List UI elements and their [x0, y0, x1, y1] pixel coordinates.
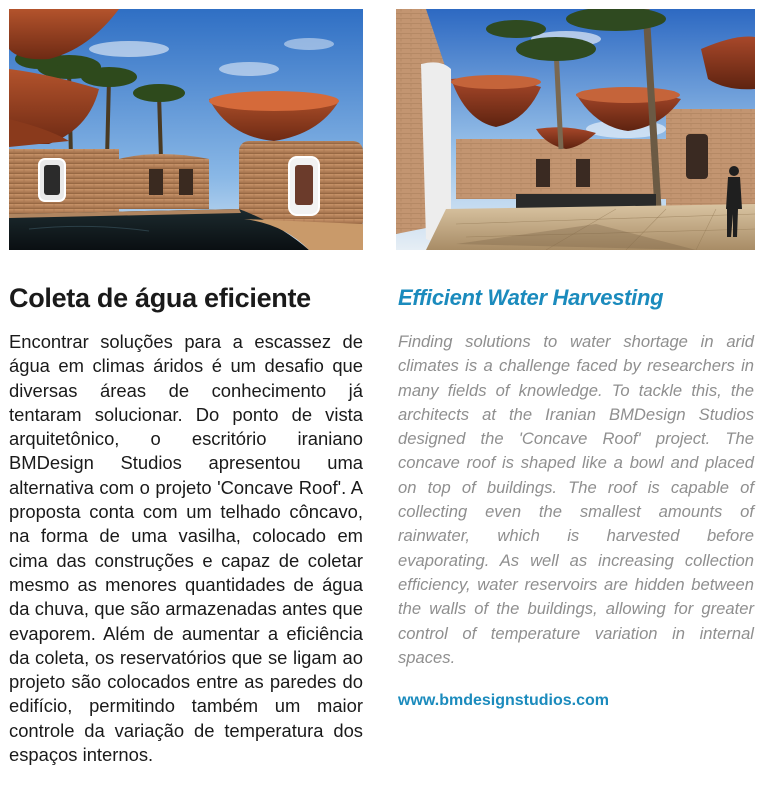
article-body-en: Finding solutions to water shortage in arid climates is a challenge faced by researchers in many fields of knowledge. To tackle this, the architects at the Iranian BMDesign Studios designed the 'Concave Roof' project. The concave roof is shaped like a bowl and placed on top of buildings. The roof is capable of collecting even the smallest amounts of rainwater, which is harvested before evaporating. As well as increasing collection efficiency, water reservoirs are hidden between the walls of the buildings, allowing for greater control of temperature variation in internal spaces.	[398, 332, 754, 667]
article-body-pt: Encontrar soluções para a escassez de água em climas áridos é um desafio que diversas áreas de conhecimento já tentaram solucionar. Do ponto de vista arquitetônico, o escritório iraniano BMDesign Studios apresentou uma alternativa com o projeto 'Concave Roof'. A proposta conta com um telhado côncavo, na forma de uma vasilha, colocado em cima das construções e capaz de coletar mesmo as menores quantidades de água da chuva, que são armazenadas antes que evaporem. Além de aumentar a eficiência da coleta, os reservatórios que se ligam ao projeto são colocados entre as paredes do edifício, permitindo também um maior controle da variação de temperatura dos espaços internos.	[9, 331, 363, 766]
portuguese-column	[9, 280, 363, 767]
article-title-pt: Coleta de água eficiente	[9, 283, 311, 313]
concave-roof-rendering-courtyard	[396, 9, 755, 250]
article-title-en: Efficient Water Harvesting	[398, 285, 664, 310]
website-link[interactable]: www.bmdesignstudios.com	[398, 692, 609, 710]
concave-roof-rendering-pool	[9, 9, 363, 250]
english-column	[398, 280, 754, 712]
